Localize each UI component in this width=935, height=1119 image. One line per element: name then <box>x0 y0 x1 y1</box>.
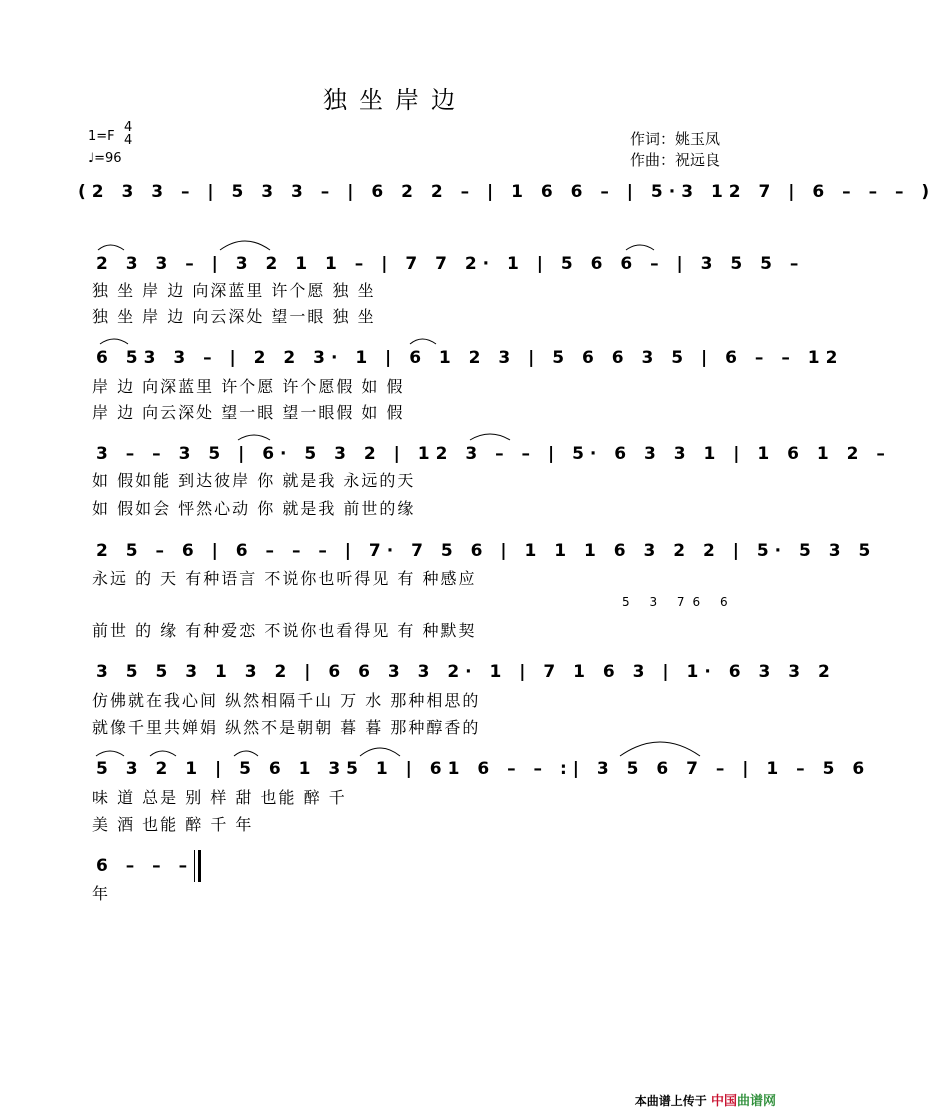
score-row-7-lyric-1: 年 <box>92 884 111 903</box>
page-title: 独坐岸边 <box>323 86 467 114</box>
tempo-value: =96 <box>94 151 122 166</box>
time-sig-top: 4 <box>124 120 133 135</box>
score-row-4-variant-notes: 5 3 76 6 <box>622 595 736 609</box>
footer-credit <box>635 1090 776 1109</box>
score-row-6-lyric-2: 美 酒 也能 醉 千 年 <box>92 815 254 834</box>
lyricist-credit: 作词：姚玉凤 <box>630 130 721 148</box>
score-row-3-lyric-2: 如 假如会 怦然心动 你 就是我 前世的缘 <box>92 499 416 518</box>
slur-mark <box>234 751 258 756</box>
score-row-4-lyric-2: 前世 的 缘 有种爱恋 不说你也看得见 有 种默契 <box>92 621 477 640</box>
score-row-5-lyric-2: 就像千里共婵娟 纵然不是朝朝 暮 暮 那种醇香的 <box>92 718 481 737</box>
slur-mark <box>100 339 128 344</box>
score-row-3-lyric-1: 如 假如能 到达彼岸 你 就是我 永远的天 <box>92 471 416 490</box>
time-sig-bottom: 4 <box>124 133 133 148</box>
score-row-1-notes: 2 3 3 – | 3 2 1 1 – | 7 7 2· 1 | 5 6 6 – | 3 5 5 – <box>96 254 805 274</box>
slur-mark <box>238 435 270 440</box>
score-row-1-lyric-1: 独 坐 岸 边 向深蓝里 许个愿 独 坐 <box>92 281 376 300</box>
slur-mark <box>220 241 270 250</box>
quarter-note-icon: ♩ <box>88 151 95 166</box>
score-row-2-lyric-1: 岸 边 向深蓝里 许个愿 许个愿假 如 假 <box>92 377 405 396</box>
score-row-7-notes: 6 – – – <box>96 856 194 876</box>
score-row-intro: (2 3 3 – | 5 3 3 – | 6 2 2 – | 1 6 6 – | 5·3 12 7 | 6 – – – ) <box>78 182 935 202</box>
key-signature: 1=F <box>88 129 115 144</box>
score-row-2-notes: 6 53 3 – | 2 2 3· 1 | 6 1 2 3 | 5 6 6 3 5 | 6 – – 12 <box>96 348 844 368</box>
slur-mark <box>96 751 124 756</box>
score-row-2-lyric-2: 岸 边 向云深处 望一眼 望一眼假 如 假 <box>92 403 405 422</box>
slur-mark <box>360 748 400 756</box>
slur-mark <box>410 339 436 344</box>
logo-part-b: 曲谱网 <box>736 1094 776 1109</box>
score-row-4-notes: 2 5 – 6 | 6 – – – | 7· 7 5 6 | 1 1 1 6 3 2 2 | 5· 5 3 5 <box>96 541 877 561</box>
score-row-5-lyric-1: 仿佛就在我心间 纵然相隔千山 万 水 那种相思的 <box>92 691 481 710</box>
composer-credit: 作曲：祝远良 <box>630 151 721 169</box>
score-row-4-lyric-1: 永远 的 天 有种语言 不说你也听得见 有 种感应 <box>92 569 477 588</box>
score-row-5-notes: 3 5 5 3 1 3 2 | 6 6 3 3 2· 1 | 7 1 6 3 | 1· 6 3 3 2 <box>96 662 836 682</box>
score-row-6-notes: 5 3 2 1 | 5 6 1 35 1 | 61 6 – – :| 3 5 6 7 – | 1 – 5 6 <box>96 759 871 779</box>
slur-mark <box>470 434 510 440</box>
logo-part-a: 中国 <box>710 1094 737 1109</box>
site-logo[interactable] <box>711 1094 776 1109</box>
score-row-6-lyric-1: 味 道 总是 别 样 甜 也能 醉 千 <box>92 788 347 807</box>
slur-mark <box>626 245 654 250</box>
slur-mark <box>150 751 176 756</box>
footer-prefix: 本曲谱上传于 <box>634 1094 707 1108</box>
slur-mark <box>620 742 700 756</box>
score-row-1-lyric-2: 独 坐 岸 边 向云深处 望一眼 独 坐 <box>92 307 376 326</box>
score-row-3-notes: 3 – – 3 5 | 6· 5 3 2 | 12 3 – – | 5· 6 3 3 1 | 1 6 1 2 – <box>96 444 891 464</box>
slur-mark <box>98 245 124 250</box>
